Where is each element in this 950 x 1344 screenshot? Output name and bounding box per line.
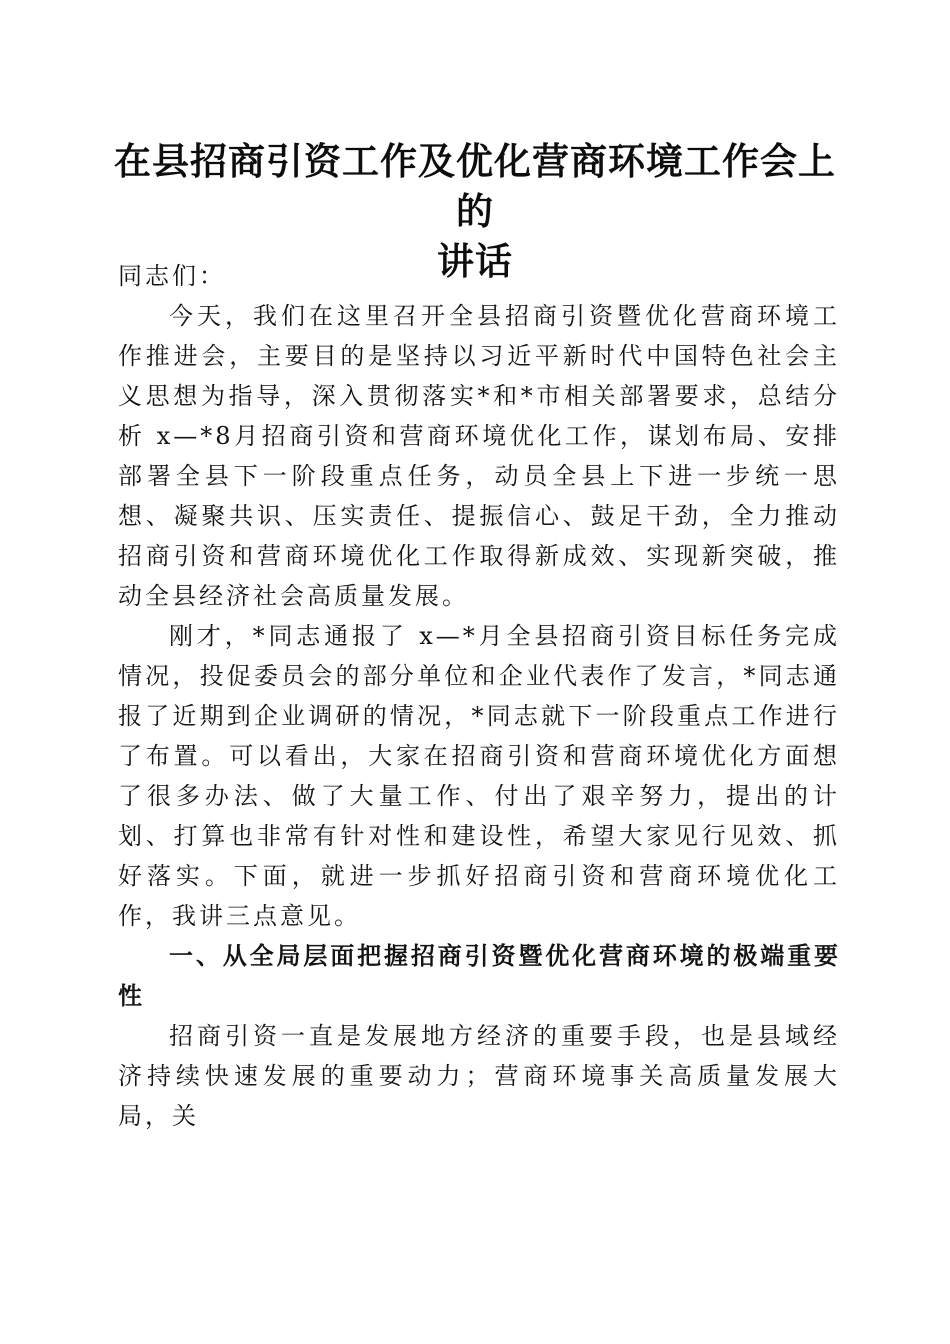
section-paragraph: 招商引资一直是发展地方经济的重要手段，也是县域经济持续快速发展的重要动力；营商环境事关高质量发展大局，关	[118, 1022, 840, 1130]
title-line-2: 讲话	[437, 239, 513, 283]
title-line-1: 在县招商引资工作及优化营商环境工作会上的	[114, 139, 836, 233]
document-body	[118, 256, 840, 1136]
paragraph-review: 刚才，*同志通报了 x—*月全县招商引资目标任务完成情况，投促委员会的部分单位和企业代表作了发言，*同志通报了近期到企业调研的情况，*同志就下一阶段重点工作进行了布置。可以看出，大家在招商引资和营商环境优化方面想了很多办法、做了大量工作、付出了艰辛努力，提出的计划、打算也非常有针对性和建设性，希望大家见行见效、抓好落实。下面，就进一步抓好招商引资和营商环境优化工作，我讲三点意见。	[118, 622, 840, 930]
salutation: 同志们：	[118, 262, 226, 290]
section-heading: 一、从全局层面把握招商引资暨优化营商环境的极端重要性	[118, 942, 840, 1010]
paragraph-opening: 今天，我们在这里召开全县招商引资暨优化营商环境工作推进会，主要目的是坚持以习近平新时代中国特色社会主义思想为指导，深入贯彻落实*和*市相关部署要求，总结分析 x—*8月招商引资和营商环境优化工作，谋划布局、安排部署全县下一阶段重点任务，动员全县上下进一步统一思想、凝聚共识、压实责任、提振信心、鼓足干劲，全力推动招商引资和营商环境优化工作取得新成效、实现新突破，推动全县经济社会高质量发展。	[118, 302, 840, 610]
